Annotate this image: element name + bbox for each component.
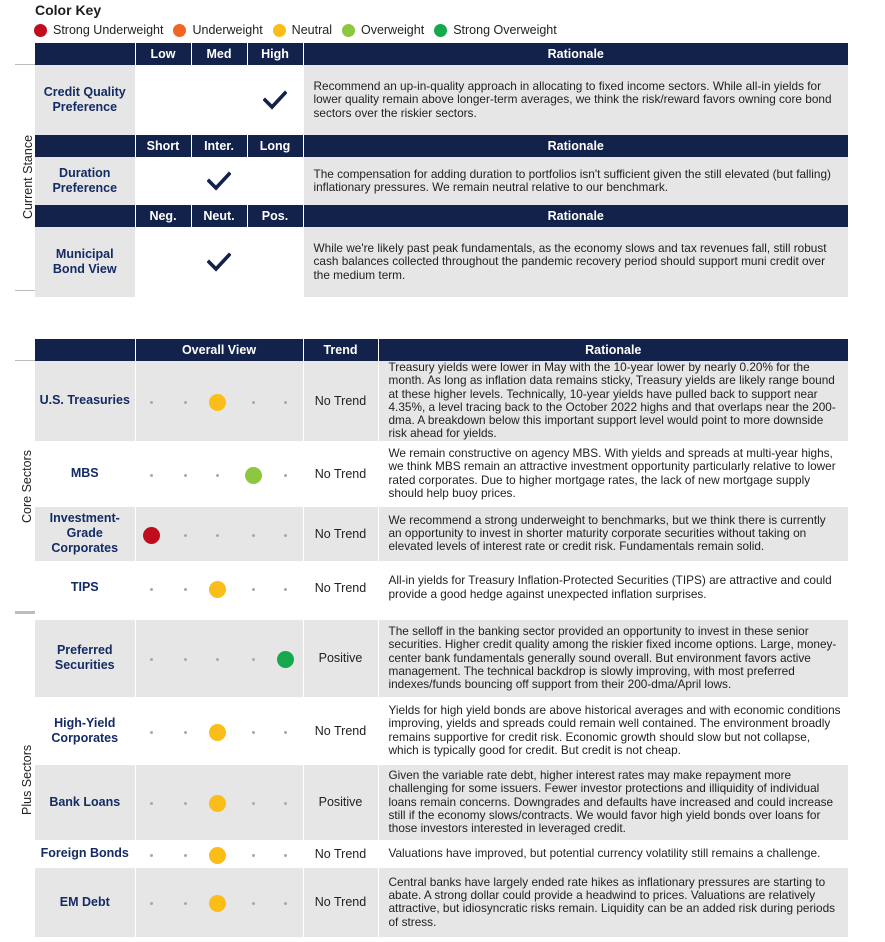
sector-label bbox=[35, 765, 135, 840]
legend-label: Strong Underweight bbox=[53, 23, 164, 37]
checkmark bbox=[248, 90, 303, 110]
legend-dot bbox=[34, 24, 47, 37]
view-indicator-dot bbox=[143, 527, 160, 544]
sector-rationale: We remain constructive on agency MBS. With yields and spreads at multi-year highs, we think MBS remain an attractive investment opportunity particularly relative to lower rated corporates. Due to higher mortgage rates, the lack of new mortgage supply should help buoy prices. bbox=[378, 441, 848, 507]
view-scale-point bbox=[252, 902, 255, 905]
view-scale bbox=[136, 620, 303, 697]
sector-label-line: Bank Loans bbox=[49, 794, 121, 809]
stance-label bbox=[35, 227, 135, 297]
stance-header-row bbox=[35, 43, 848, 65]
trend-value: No Trend bbox=[303, 840, 378, 868]
divider bbox=[15, 64, 35, 65]
sector-rationale: All-in yields for Treasury Inflation-Protected Securities (TIPS) are attractive and could provide a good hedge against unexpected inflation surprises. bbox=[378, 561, 848, 615]
overall-view-cell bbox=[135, 840, 303, 868]
view-scale-point bbox=[284, 474, 287, 477]
stance-label-line: Bond View bbox=[52, 262, 117, 276]
sector-row bbox=[35, 361, 848, 441]
stance-header-2: Long bbox=[247, 135, 303, 157]
checkmark-icon bbox=[207, 252, 231, 272]
trend-value: No Trend bbox=[303, 507, 378, 561]
core-sectors-label: Core Sectors bbox=[20, 450, 34, 523]
header-rationale: Rationale bbox=[378, 339, 848, 361]
sector-rationale: Given the variable rate debt, higher interest rates may make repayment more challenging for some issuers. Fewer investor protections and illiquidity of individual loans remain concerns. Downgrades and defaults have increased and could increase still if the economy slows/contracts. We would favor high yield bonds over loans for those investors interested in leveraged credit. bbox=[378, 765, 848, 840]
stance-option-cell bbox=[247, 227, 303, 297]
stance-header-1: Med bbox=[191, 43, 247, 65]
view-indicator-dot bbox=[209, 795, 226, 812]
sector-label bbox=[35, 441, 135, 507]
sector-rationale: Central banks have largely ended rate hikes as inflationary pressures are starting to abate. A strong dollar could provide a headwind to prices. Valuations are relatively attractive, but idiosyncratic risks remain. Liquidity can be an added risk during periods of stress. bbox=[378, 868, 848, 937]
view-scale-point bbox=[184, 902, 187, 905]
overall-view-cell bbox=[135, 441, 303, 507]
stance-label-line: Preference bbox=[52, 100, 118, 114]
legend-item bbox=[342, 23, 424, 37]
sector-label bbox=[35, 507, 135, 561]
sector-rationale: We recommend a strong underweight to benchmarks, but we think there is currently an opportunity to invest in shorter maturity corporate securities without taking on elevated levels of interest rate or credit risk. Fundamentals remain solid. bbox=[378, 507, 848, 561]
sector-label-line: MBS bbox=[70, 466, 99, 481]
view-indicator-dot bbox=[277, 651, 294, 668]
legend-item bbox=[34, 23, 163, 37]
color-key-legend bbox=[34, 22, 567, 38]
view-indicator-dot bbox=[209, 724, 226, 741]
view-scale-point bbox=[252, 854, 255, 857]
view-scale-point bbox=[284, 731, 287, 734]
stance-header-1: Neut. bbox=[191, 205, 247, 227]
view-scale bbox=[136, 697, 303, 765]
sector-label-line: Grade bbox=[66, 526, 103, 541]
view-indicator-dot bbox=[209, 394, 226, 411]
header-blank bbox=[35, 339, 135, 361]
sector-label bbox=[35, 840, 135, 868]
view-scale-point bbox=[252, 401, 255, 404]
sector-row bbox=[35, 441, 848, 507]
legend-item bbox=[434, 23, 557, 37]
sector-label-line: Corporates bbox=[51, 541, 119, 556]
view-scale bbox=[136, 840, 303, 868]
legend-dot bbox=[342, 24, 355, 37]
stance-header-0: Neg. bbox=[135, 205, 191, 227]
trend-value: No Trend bbox=[303, 441, 378, 507]
sector-rationale: Valuations have improved, but potential currency volatility still remains a challenge. bbox=[378, 840, 848, 868]
legend-item bbox=[173, 23, 262, 37]
stance-header-1: Inter. bbox=[191, 135, 247, 157]
stance-option-cell bbox=[191, 157, 247, 205]
stance-option-cell bbox=[247, 65, 303, 135]
trend-value: No Trend bbox=[303, 561, 378, 615]
sector-label bbox=[35, 361, 135, 441]
stance-header-rationale: Rationale bbox=[303, 205, 848, 227]
view-scale-point bbox=[216, 534, 219, 537]
stance-header-0: Low bbox=[135, 43, 191, 65]
view-scale-point bbox=[284, 902, 287, 905]
view-scale-point bbox=[150, 854, 153, 857]
legend-label: Strong Overweight bbox=[453, 23, 557, 37]
stance-rationale: While we're likely past peak fundamentals, as the economy slows and tax revenues fall, still robust cash balances collected throughout the pandemic recovery period should support muni credit over the medium term. bbox=[303, 227, 848, 297]
view-scale-point bbox=[184, 802, 187, 805]
header-blank bbox=[35, 205, 135, 227]
view-scale-point bbox=[284, 854, 287, 857]
stance-rationale: The compensation for adding duration to portfolios isn't sufficient given the still elevated (but falling) inflationary pressures. We remain neutral relative to our benchmark. bbox=[303, 157, 848, 205]
trend-value: No Trend bbox=[303, 868, 378, 937]
stance-rationale: Recommend an up-in-quality approach in allocating to fixed income sectors. While all-in yields for lower quality remain above longer-term averages, we think the risk/reward favors owning core bond sectors over the riskier sectors. bbox=[303, 65, 848, 135]
sector-label-line: U.S. Treasuries bbox=[39, 393, 130, 408]
sector-rationale: Yields for high yield bonds are above historical averages and with economic conditions improving, yields and spreads could remain well contained. The environment broadly remains supportive for credit risk. Economic growth should slow but not collapse, which is typically good for credit. But credit is not cheap. bbox=[378, 697, 848, 765]
overall-view-cell bbox=[135, 620, 303, 697]
view-scale-point bbox=[184, 658, 187, 661]
legend-label: Neutral bbox=[291, 23, 332, 37]
view-scale-point bbox=[184, 474, 187, 477]
sector-table bbox=[35, 339, 848, 937]
overall-view-cell bbox=[135, 765, 303, 840]
header-trend: Trend bbox=[303, 339, 378, 361]
sector-row bbox=[35, 507, 848, 561]
stance-header-0: Short bbox=[135, 135, 191, 157]
view-scale-point bbox=[216, 474, 219, 477]
stance-row bbox=[35, 65, 848, 135]
sector-label-line: Preferred bbox=[56, 643, 113, 658]
sector-label-line: Securities bbox=[54, 658, 115, 673]
view-scale bbox=[136, 441, 303, 507]
trend-value: Positive bbox=[303, 620, 378, 697]
current-stance-label: Current Stance bbox=[21, 134, 35, 220]
stance-option-cell bbox=[135, 157, 191, 205]
checkmark-icon bbox=[207, 171, 231, 191]
sector-label bbox=[35, 868, 135, 937]
checkmark-icon bbox=[263, 90, 287, 110]
sector-label bbox=[35, 620, 135, 697]
stance-label-line: Duration bbox=[59, 166, 111, 180]
sector-label-line: High-Yield bbox=[54, 715, 116, 730]
view-indicator-dot bbox=[209, 581, 226, 598]
stance-label-line: Municipal bbox=[55, 247, 114, 261]
legend-dot bbox=[173, 24, 186, 37]
overall-view-cell bbox=[135, 697, 303, 765]
sector-label-line: EM Debt bbox=[59, 894, 110, 909]
plus-sectors-label: Plus Sectors bbox=[20, 744, 34, 815]
view-scale bbox=[136, 362, 303, 440]
stance-label-line: Preference bbox=[52, 181, 118, 195]
legend-item bbox=[273, 23, 332, 37]
stance-header-2: High bbox=[247, 43, 303, 65]
view-scale-point bbox=[184, 401, 187, 404]
sector-row bbox=[35, 561, 848, 615]
view-scale-point bbox=[184, 534, 187, 537]
view-scale-point bbox=[252, 534, 255, 537]
checkmark bbox=[192, 171, 247, 191]
view-scale-point bbox=[284, 401, 287, 404]
sector-row bbox=[35, 697, 848, 765]
legend-dot bbox=[434, 24, 447, 37]
sector-label-line: Investment- bbox=[49, 511, 120, 526]
view-scale-point bbox=[184, 588, 187, 591]
sector-label bbox=[35, 697, 135, 765]
header-overall-view: Overall View bbox=[135, 339, 303, 361]
view-scale-point bbox=[252, 731, 255, 734]
sector-label-line: Foreign Bonds bbox=[40, 846, 129, 861]
stance-option-cell bbox=[135, 65, 191, 135]
view-scale-point bbox=[284, 588, 287, 591]
view-scale-point bbox=[184, 731, 187, 734]
stance-header-row bbox=[35, 135, 848, 157]
sector-label bbox=[35, 561, 135, 615]
checkmark bbox=[192, 252, 247, 272]
stance-option-cell bbox=[191, 65, 247, 135]
stance-label bbox=[35, 65, 135, 135]
view-indicator-dot bbox=[209, 895, 226, 912]
stance-header-rationale: Rationale bbox=[303, 135, 848, 157]
view-scale-point bbox=[252, 802, 255, 805]
sector-label-line: TIPS bbox=[70, 580, 99, 595]
overall-view-cell bbox=[135, 868, 303, 937]
view-scale-point bbox=[150, 731, 153, 734]
overall-view-cell bbox=[135, 561, 303, 615]
header-blank bbox=[35, 43, 135, 65]
view-scale-point bbox=[252, 658, 255, 661]
stance-label bbox=[35, 157, 135, 205]
stance-header-row bbox=[35, 205, 848, 227]
view-scale-point bbox=[150, 401, 153, 404]
color-key-title: Color Key bbox=[35, 2, 102, 18]
stance-header-rationale: Rationale bbox=[303, 43, 848, 65]
view-scale-point bbox=[184, 854, 187, 857]
view-indicator-dot bbox=[209, 847, 226, 864]
view-scale-point bbox=[150, 802, 153, 805]
sector-row bbox=[35, 765, 848, 840]
view-scale-point bbox=[150, 588, 153, 591]
view-scale bbox=[136, 561, 303, 615]
stance-label-line: Credit Quality bbox=[43, 85, 126, 99]
trend-value: Positive bbox=[303, 765, 378, 840]
sector-row bbox=[35, 620, 848, 697]
legend-label: Overweight bbox=[360, 23, 425, 37]
view-scale-point bbox=[150, 474, 153, 477]
view-scale-point bbox=[150, 658, 153, 661]
view-scale-point bbox=[216, 658, 219, 661]
view-scale bbox=[136, 507, 303, 561]
stance-option-cell bbox=[247, 157, 303, 205]
stance-row bbox=[35, 227, 848, 297]
view-scale bbox=[136, 765, 303, 840]
overall-view-cell bbox=[135, 507, 303, 561]
divider bbox=[15, 360, 35, 361]
sector-row bbox=[35, 868, 848, 937]
stance-row bbox=[35, 157, 848, 205]
trend-value: No Trend bbox=[303, 697, 378, 765]
legend-label: Underweight bbox=[192, 23, 263, 37]
view-scale-point bbox=[252, 588, 255, 591]
header-blank bbox=[35, 135, 135, 157]
sector-rationale: Treasury yields were lower in May with the 10-year lower by nearly 0.20% for the month. As long as inflation data remains sticky, Treasury yields are likely range bound at these higher levels. Technically, 10-year yields have pulled back to support near 4.35%, a level tracing back to the October 2022 highs and that overlaps near the 200-dma. A breakdown below this important support level would point to more downside risk ahead for yields. bbox=[378, 361, 848, 441]
stance-header-2: Pos. bbox=[247, 205, 303, 227]
overall-view-cell bbox=[135, 361, 303, 441]
view-scale-point bbox=[150, 902, 153, 905]
sector-label-line: Corporates bbox=[51, 730, 119, 745]
current-stance-table bbox=[35, 43, 848, 297]
legend-dot bbox=[273, 24, 286, 37]
stance-option-cell bbox=[191, 227, 247, 297]
view-scale bbox=[136, 868, 303, 937]
trend-value: No Trend bbox=[303, 361, 378, 441]
stance-option-cell bbox=[135, 227, 191, 297]
view-scale-point bbox=[284, 534, 287, 537]
sector-row bbox=[35, 840, 848, 868]
view-scale-point bbox=[284, 802, 287, 805]
view-indicator-dot bbox=[245, 467, 262, 484]
sector-rationale: The selloff in the banking sector provided an opportunity to invest in these senior securities. Higher credit quality among the riskier fixed income options. Large, money-center bank fundamentals generally sound overall. But environment favors active management. The technical backdrop is slowly improving, with most preferred indexes/funds bouncing off support from their 200-dma/April lows. bbox=[378, 620, 848, 697]
